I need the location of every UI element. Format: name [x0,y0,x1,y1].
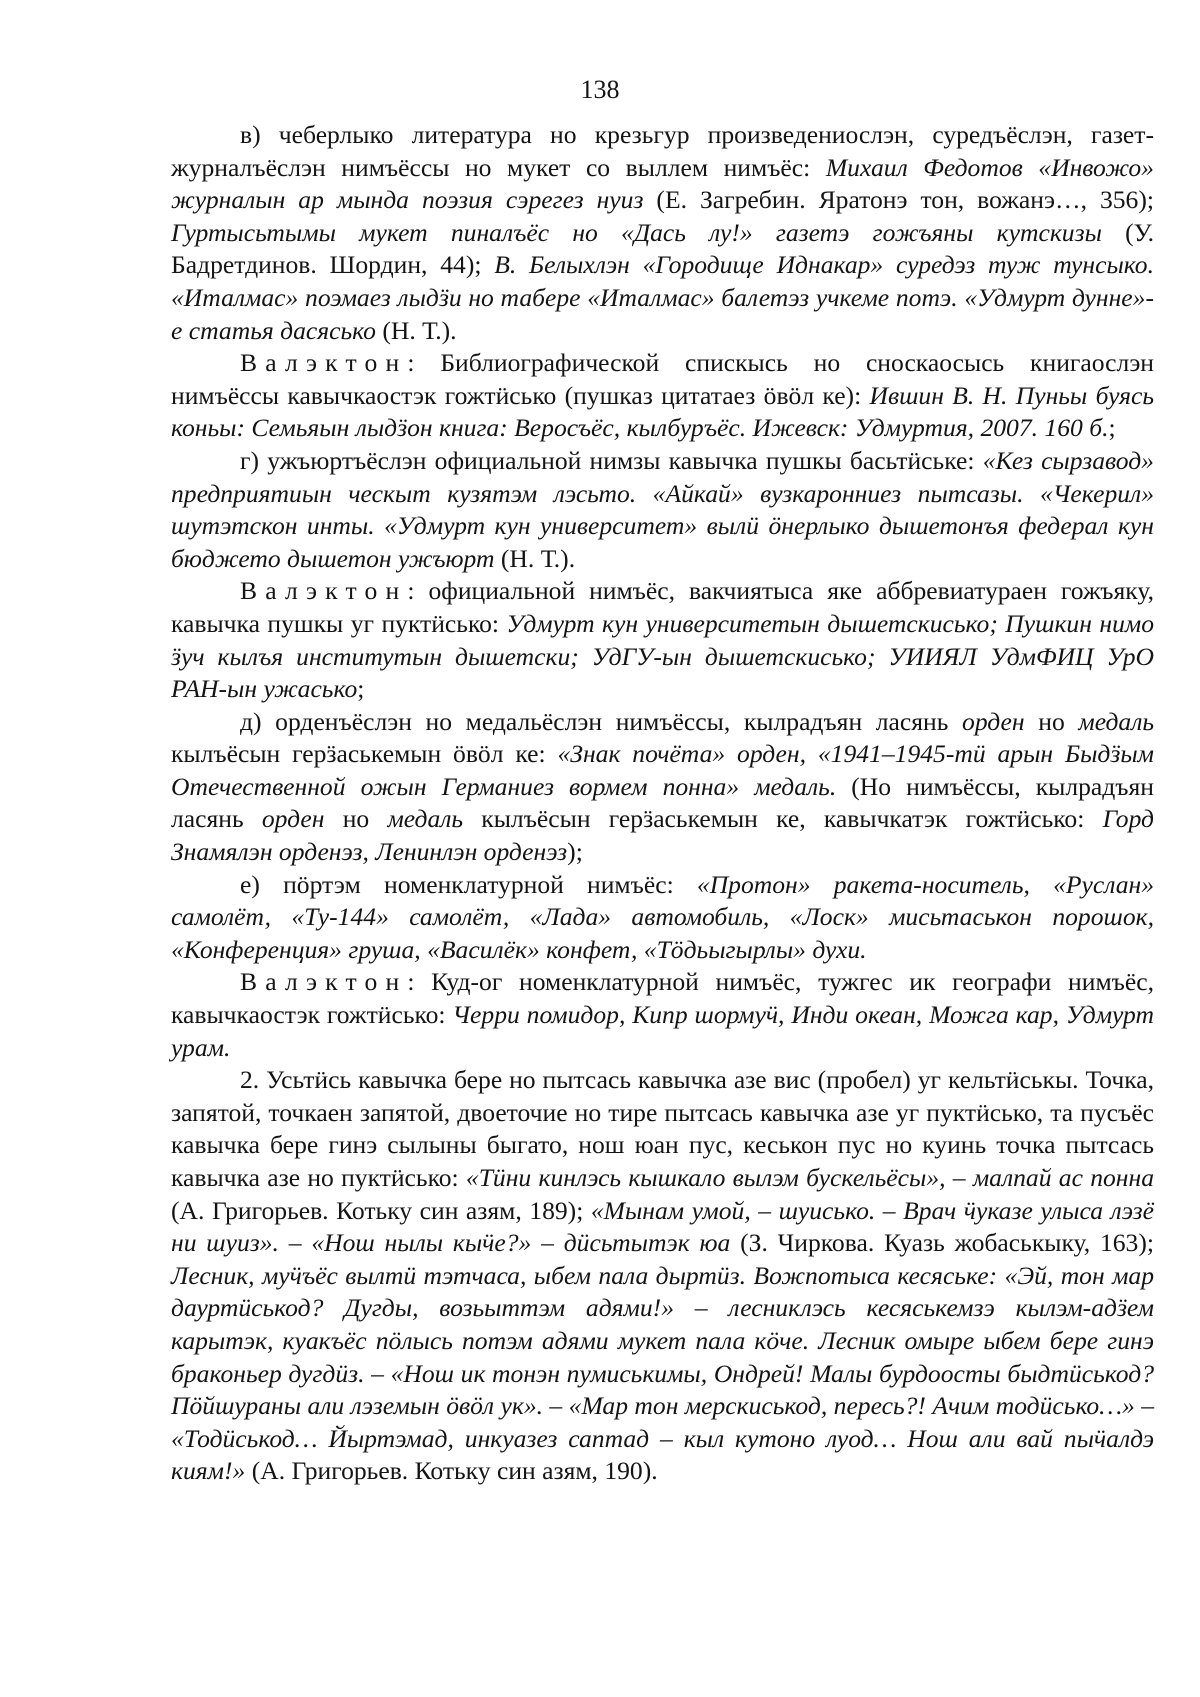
italic-run: «Протон» ракета-носитель, «Руслан» самолёт, «Ту-144» самолёт, «Лада» автомобиль, «Лоск» мисьтаськон порошок, «Конференция» груша, «Василёк» конфет, «Тӧдьыгырлы» духи. [171,869,1155,964]
text-run: : Куд-ог номенклатурной нимъёс, тужгес ик географи нимъёс, кавычкаостэк гожтӥсько: [171,967,1154,1030]
paragraph-note-abbreviations [171,575,1154,705]
italic-run: Черри помидор, Кипр шормуӵ, Инди океан, Можга кар, Удмурт урам. [171,1000,1154,1062]
italic-run: орден [962,706,1025,736]
paragraph-note-bibliography [171,347,1154,445]
italic-run: Удмурт кун университетын дышетскисько; Пушкин нимо ӟуч кылъя институтын дышетски; УдГУ-ын дышетскисько; УИИЯЛ УдмФИЦ УрО РАН-ын ужасько [171,608,1155,704]
italic-run: В. Белыхлэн «Городище Иднакар» суредэз туж тунсыко. «Италмас» поэмаез лыдӟи но табере «Италмас» балетэз учкеме потэ. «Удмурт дунне»-е статья дасясько [171,250,1154,345]
text-run: ); [567,837,583,867]
text-run: (У. Бадретдинов. Шордин, 44); [171,217,1155,280]
paragraph-g [171,445,1154,575]
italic-run: медаль [1078,706,1154,736]
italic-run: медаль [387,804,464,834]
paragraph-note-nomenclature [171,966,1154,1064]
italic-run: Лесник, муӵъёс вылтӥ тэтчаса, ыбем пала дыртӥз. Вожпотыса кесяське: «Эй, тон мар дауртӥськод? Дугды, возьыттэм адями!» – лесниклэсь кесяськемзэ кылэм-адӟем карытэк, куакъёс пӧлысь потэм адями мукет пала кӧче. Лесник омыре ыбем бере гинэ браконьер дугдӥз. – «Нош ик тонэн пумиськимы, Ондрей! Малы бурдоосты быдтӥськод? Пӧйшураны али лэземын ӧвӧл ук». – «Мар тон мерскиськод, пересь?! Ачим тодӥсько…» – «Тодӥськод… Йыртэмад, инкуазез саптад – кыл кутоно луод… Нош али вай пыӵалдэ киям!» [171,1260,1154,1486]
paragraph-d [171,706,1154,869]
paragraph-v [171,119,1154,347]
text-run: но [1024,706,1079,736]
text-run: (З. Чиркова. Куазь жобаськыку, 163); [730,1228,1154,1258]
text-run: (Н. Т.). [494,543,576,573]
italic-run: «Кез сырзавод» предприятиын ческыт кузятэм лэсьто. «Айкай» вузкаронниез пытсазы. «Чекерил» шутэтскон инты. «Удмурт кун университет» вылӥ ӧнерлыко дышетонъя федерал кун бюджето дышетон ужъюрт [171,445,1154,573]
text-run: кылъёсын герӟаськемын ӧвӧл ке: [171,739,558,769]
text-run: (А. Григорьев. Котьку син азям, 189); [171,1195,591,1225]
text-run: (Е. Загребин. Яратонэ тон, вожанэ…, 356); [643,185,1154,215]
text-run: (Н. Т.). [375,315,457,345]
paragraph-e [171,869,1154,967]
italic-run: Гуртысьтымы мукет пиналъёс но «Дась лу!» газетэ гожъяны кутскизы [171,217,1102,247]
text-run: е) пӧртэм номенклатурной нимъёс: [240,869,697,899]
note-label: Валэктон [240,348,408,378]
italic-run: «Тӥни кинлэсь кышкало вылэм бускельёсы», – малпай ас понна [465,1163,1154,1192]
italic-run: Горд Знамялэн орденэз, Ленинлэн орденэз [171,804,1154,867]
page-number: 138 [580,75,620,104]
text-run: ; [357,674,365,704]
text-run: : Библиографической спискысь но сноскаосысь книгаослэн нимъёссы кавычкаостэк гожтӥсько (пушказ цитатаез ӧвӧл ке): [171,348,1154,410]
italic-run: Михаил Федотов «Инвожо» журналын ар мында поэзия сэрегез нуиз [171,152,1154,215]
italic-run: Ившин В. Н. Пуньы буясь коньы: Семьяын лыдӟон книга: Веросъёс, кылбуръёс. Ижевск: Удмуртия, 2007. 160 б. [171,380,1154,443]
text-run: д) орденъёслэн но медальёслэн нимъёссы, кылрадъян ласянь [240,706,963,736]
note-label: Валэктон [240,576,408,606]
note-label: Валэктон [240,967,408,997]
body-text [171,119,1154,1488]
text-run: но [324,804,388,834]
italic-run: орден [261,804,325,834]
text-run: в) чеберлыко литература но крезьгур произведениослэн, суредъёслэн, газет-журналъёслэн нимъёссы но мукет со выллем нимъёс: [171,120,1154,182]
italic-run: «Знак почёта» орден, «1941–1945-тӥ арын Быдӟым Отечественной ожын Германиез вормем понна» медаль. [171,739,1155,801]
text-run: 2. Усьтӥсь кавычка бере но пытсась кавычка азе вис (пробел) уг кельтӥськы. Точка, запятой, точкаен запятой, двоеточие но тире пытсась кавычка азе уг пуктӥсько, та пусъёс кавычка бере гинэ сылыны быгато, нош юан пус, кеськон пус но куинь точка пытсась кавычка азе но пуктӥсько: [171,1065,1154,1192]
text-run: (А. Григорьев. Котьку син азям, 190). [245,1456,658,1486]
text-run: (Но нимъёссы, кылрадъян ласянь [171,771,1154,834]
paragraph-2 [171,1064,1154,1488]
text-run: : официальной нимъёс, вакчиятыса яке аббревиатураен гожъяку, кавычка пушкы уг пуктӥсько: [171,576,1154,638]
italic-run: «Мынам умой, – шуисько. – Врач ӵуказе улыса лэзё ни шуиз». – «Нош нылы кыӵе?» – дӥсьтытэк юа [171,1195,1154,1258]
text-run: ; [1108,413,1116,443]
text-run: кылъёсын герӟаськемын ке, кавычкатэк гожтӥсько: [463,804,1103,834]
text-run: г) ужъюртъёслэн официальной нимзы кавычка пушкы басьтӥське: [240,445,983,475]
